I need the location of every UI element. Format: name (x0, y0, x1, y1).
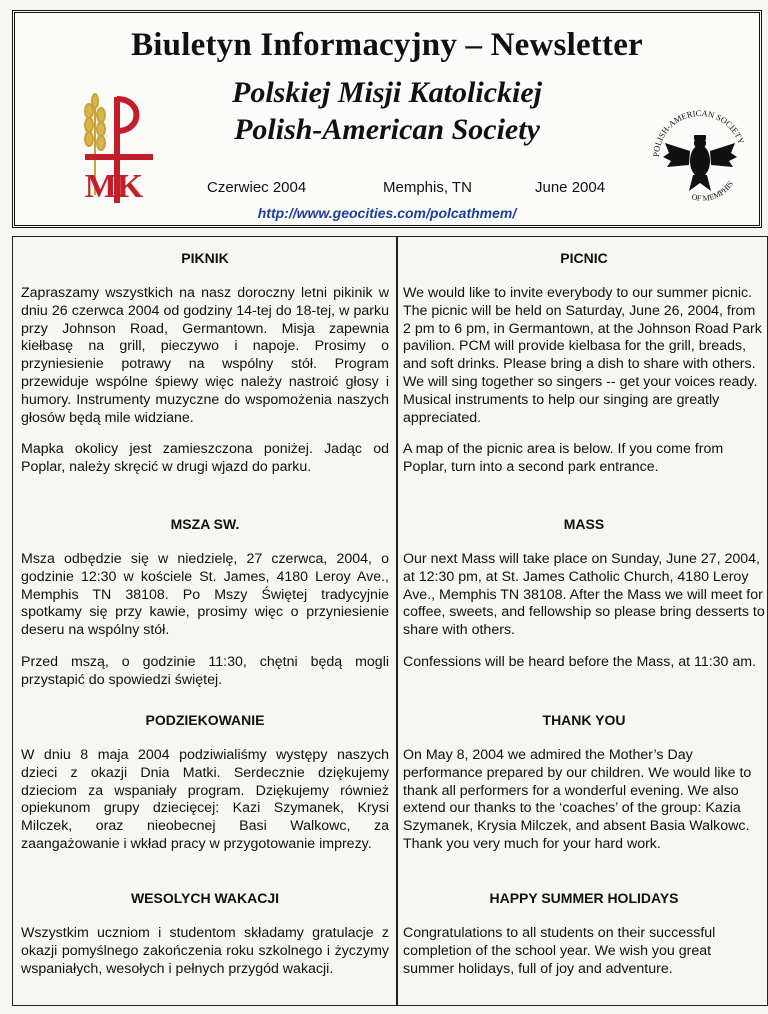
heading-piknik: PIKNIK (181, 250, 229, 266)
date-polish: Czerwiec 2004 (207, 179, 307, 196)
pmk-wheat-cross-logo-icon (65, 85, 163, 209)
paragraph: On May 8, 2004 we admired the Mother’s Day performance prepared by our children. We would like to thank all performers for a wonderful evening. We also extend our thanks to the ‘coaches’ of the group: Kazia Szymanek, Krysia Milczek, and absent Basia Walkowc. Thank you very much for your hard work. (403, 747, 752, 852)
paragraph: Congratulations to all students on their successful completion of the school year. We wish you great summer holidays, full of joy and adventure. (403, 925, 716, 977)
column-divider (396, 237, 398, 1005)
paragraph: Mapka okolicy jest zamieszczona poniżej. Jadąc od Poplar, należy skręcić w drugi wjazd do parku. (21, 441, 389, 476)
newsletter-subtitle-polish: Polskiej Misji Katolickiej (232, 76, 542, 109)
newsletter-subtitle-english: Polish-American Society (234, 113, 540, 146)
heading-mass: MASS (563, 516, 605, 532)
seal-text-top: POLISH-AMERICAN SOCIETY (650, 107, 747, 158)
paragraph: We would like to invite everybody to our summer picnic. The picnic will be held on Saturday, June 26, 2004, from 2 pm to 6 pm, in Germantown, at the Johnson Road Park pavilion. PCM will provide kielbasa for the grill, breads, and soft drinks. Please bring a dish to share with others. We will sing together so singers -- get your voices ready. Musical instruments to help our singing are greatly appreciated. (403, 285, 762, 426)
heading-podziekowanie: PODZIEKOWANIE (145, 712, 265, 728)
pmk-logo-letters: MK (84, 168, 144, 205)
website-link[interactable]: http://www.geocities.com/polcathmem/ (257, 205, 517, 221)
paragraph: Przed mszą, o godzinie 11:30, chętni będą mogli przystapić do spowiedzi świętej. (21, 653, 389, 688)
section-thank-you (403, 711, 765, 868)
heading-thank-you: THANK YOU (542, 712, 626, 728)
heading-msza: MSZA SW. (170, 516, 240, 532)
two-column-body (12, 236, 768, 1006)
location: Memphis, TN (383, 179, 472, 196)
newsletter-title: Biuletyn Informacyjny – Newsletter (131, 27, 643, 63)
heading-picnic: PICNIC (560, 250, 608, 266)
section-wakacje (21, 889, 389, 992)
paragraph: Msza odbędzie się w niedzielę, 27 czerwca, 2004, o godzinie 12:30 w kościele St. James, 4180 Leroy Ave., Memphis TN 38108. Po Mszy Świętej tradycyjnie spotkamy się przy kawie, prosimy więc o przyniesienie deseru na wspólny stół. (21, 551, 389, 639)
polish-eagle-seal-icon (645, 101, 755, 213)
paragraph: Confessions will be heard before the Mass, at 11:30 am. (403, 653, 757, 670)
section-holidays (403, 889, 765, 992)
paragraph: W dniu 8 maja 2004 podziwialiśmy występy naszych dzieci z okazji Dnia Matki. Serdecznie dziękujemy dzieciom za wspaniały program. Dziękujemy również opiekunom grupy dziecięcej: Kazi Szymanek, Krysi Milczek, oraz nieobecnej Basi Walkowc, za zaangażowanie i wkład pracy w przygotowanie imprezy. (21, 747, 389, 852)
date-english: June 2004 (535, 179, 606, 196)
newsletter-header (12, 10, 762, 228)
section-piknik (21, 249, 389, 491)
heading-wakacje: WESOLYCH WAKACJI (130, 890, 280, 906)
section-msza (21, 515, 389, 704)
paragraph: Our next Mass will take place on Sunday, June 27, 2004, at 12:30 pm, at St. James Catholic Church, 4180 Leroy Ave., Memphis TN 38108. After the Mass we will meet for coffee, sweets, and fellowship so please bring desserts to share with others. (403, 551, 765, 639)
section-mass (403, 515, 765, 686)
paragraph: A map of the picnic area is below. If you come from Poplar, turn into a second park entrance. (403, 441, 724, 476)
section-podziekowanie (21, 711, 389, 868)
section-picnic (403, 249, 765, 491)
paragraph: Zapraszamy wszystkich na nasz doroczny letni pikinik w dniu 26 czerwca 2004 od godziny 14-tej do 18-tej, w parku przy Johnson Road, Germantown. Misja zapewnia kiełbasę na grill, pieczywo i napoje. Prosimy o przyniesienie potrawy na wspólny stół. Program przewiduje wspólne śpiewy więc należy nastroić głosy i humory. Instrumenty muzyczne do wspomożenia naszych głosów będą mile widziane. (21, 285, 389, 426)
heading-holidays: HAPPY SUMMER HOLIDAYS (489, 890, 679, 906)
seal-text-bottom: OF MEMPHIS (690, 179, 736, 203)
paragraph: Wszystkim uczniom i studentom składamy gratulacje z okazji pomyślnego zakończenia roku szkolnego i życzymy wspaniałych, wesołych i pełnych przygód wakacji. (21, 925, 389, 977)
